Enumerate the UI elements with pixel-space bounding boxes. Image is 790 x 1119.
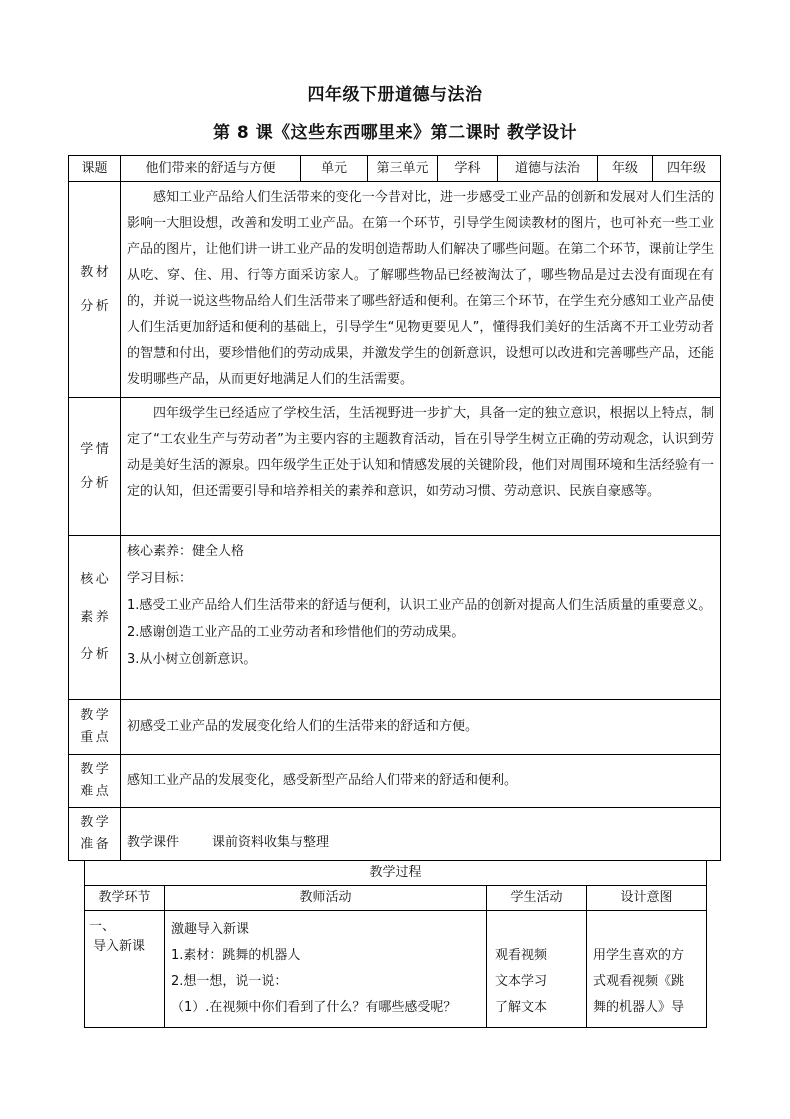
label-char: 教 — [80, 815, 94, 831]
label-char: 备 — [95, 837, 109, 852]
learning-goals-heading: 学习目标： — [127, 571, 193, 586]
teacher-line: 激趣导入新课 — [171, 922, 250, 937]
student-line: 了解文本 — [495, 1000, 548, 1015]
label-char: 核 — [80, 572, 94, 588]
label-char: 分 — [80, 298, 94, 314]
label-char: 学 — [95, 815, 109, 831]
grade-label: 年级 — [598, 156, 653, 182]
design-intent-cell — [587, 911, 707, 1028]
label-char: 心 — [95, 572, 109, 588]
student-line: 文本学习 — [495, 974, 548, 989]
lesson-title: 第 8 课《这些东西哪里来》第二课时 教学设计 — [212, 123, 578, 143]
label-char: 材 — [95, 264, 109, 280]
label-char: 准 — [80, 837, 94, 852]
label-char: 析 — [95, 298, 109, 314]
learner-analysis-label — [69, 398, 121, 536]
learning-goal-1: 1.感受工业产品给人们生活带来的舒适与便利，认识工业产品的创新对提高人们生活质量的重要意义。 — [127, 598, 712, 613]
core-literacy-label — [69, 536, 121, 700]
preparation-cell — [121, 808, 721, 861]
student-activity-cell — [487, 911, 587, 1028]
col-header-intent: 设计意图 — [587, 886, 707, 911]
material-analysis-label — [69, 182, 121, 398]
learner-analysis-cell — [121, 398, 721, 536]
student-line: 观看视频 — [495, 948, 548, 963]
label-char: 重 — [80, 730, 94, 745]
label-char: 分 — [80, 475, 94, 491]
preparation-text: 教学课件 课前资料收集与整理 — [127, 835, 330, 850]
topic-label: 课题 — [69, 156, 121, 182]
unit-label: 单元 — [301, 156, 368, 182]
stage-cell — [85, 911, 165, 1028]
label-char: 教 — [80, 708, 94, 724]
col-header-stage: 教学环节 — [85, 886, 165, 911]
learner-analysis-text: 四年级学生已经适应了学校生活，生活视野进一步扩大，具备一定的独立意识，根据以上特点，制定了“工农业生产与劳动者”为主要内容的主题教育活动，旨在引导学生树立正确的劳动观念，认识到劳动是美好生活的源泉。四年级学生正处于认知和情感发展的关键阶段，他们对周围环境和生活经验有一定的认知，但还需要引导和培养相关的素养和意识，如劳动习惯、劳动意识、民族自豪感等。 — [127, 406, 714, 499]
intent-line: 用学生喜欢的方 — [593, 948, 685, 963]
subject-value: 道德与法治 — [498, 156, 598, 182]
unit-value: 第三单元 — [368, 156, 438, 182]
label-char: 养 — [95, 609, 109, 625]
label-char: 教 — [80, 762, 94, 778]
core-literacy-list — [121, 536, 720, 675]
document-title: 四年级下册道德与法治 — [307, 85, 483, 105]
label-char: 难 — [80, 784, 94, 799]
key-points-label — [69, 700, 121, 755]
lesson-info-table — [68, 155, 721, 861]
label-char: 学 — [95, 708, 109, 724]
teacher-line: （1）.在视频中你们看到了什么？有哪些感受呢？ — [171, 1000, 457, 1015]
label-char: 析 — [95, 647, 109, 663]
stage-name: 导入新课 — [93, 939, 146, 954]
key-points-cell — [121, 700, 721, 755]
teacher-activity-cell — [165, 911, 487, 1028]
label-char: 学 — [80, 441, 94, 457]
preparation-label — [69, 808, 121, 861]
label-char: 点 — [95, 730, 109, 745]
label-char: 情 — [95, 441, 109, 457]
label-char: 分 — [80, 647, 94, 663]
label-char: 析 — [95, 475, 109, 491]
difficulties-text: 感知工业产品的发展变化，感受新型产品给人们带来的舒适和便利。 — [127, 773, 518, 788]
col-header-teacher: 教师活动 — [165, 886, 487, 911]
teacher-line: 1.素材：跳舞的机器人 — [171, 948, 301, 963]
intent-line: 式观看视频《跳 — [593, 974, 685, 989]
topic-value: 他们带来的舒适与方便 — [121, 156, 301, 182]
stage-number: 一、 — [89, 919, 116, 934]
grade-value: 四年级 — [653, 156, 721, 182]
learning-goal-3: 3.从小树立创新意识。 — [127, 652, 257, 667]
core-literacy-line: 核心素养：健全人格 — [127, 544, 245, 559]
difficulties-label — [69, 755, 121, 808]
intent-line: 舞的机器人》导 — [593, 1000, 685, 1015]
label-char: 教 — [80, 264, 94, 280]
learning-goal-2: 2.感谢创造工业产品的工业劳动者和珍惜他们的劳动成果。 — [127, 625, 465, 640]
material-analysis-text: 感知工业产品给人们生活带来的变化一今昔对比，进一步感受工业产品的创新和发展对人们生活的影响一大胆设想，改善和发明工业产品。在第一个环节，引导学生阅读教材的图片，也可补充一些工业产品的图片，让他们讲一讲工业产品的发明创造帮助人们解决了哪些问题。在第二个环节，课前让学生从吃、穿、住、用、行等方面采访家人。了解哪些物品已经被淘汰了，哪些物品是过去没有面现在有的，并说一说这些物品给人们生活带来了哪些舒适和便利。在第三个环节，在学生充分感知工业产品使人们生活更加舒适和便利的基础上，引导学生“见物更要见人”，懂得我们美好的生活离不开工业劳动者的智慧和付出，要珍惜他们的劳动成果，并激发学生的创新意识，设想可以改进和完善哪些产品，还能发明哪些产品，从而更好地满足人们的生活需要。 — [127, 190, 714, 387]
label-char: 素 — [80, 609, 94, 625]
col-header-student: 学生活动 — [487, 886, 587, 911]
material-analysis-cell — [121, 182, 721, 398]
label-char: 点 — [95, 784, 109, 799]
core-literacy-cell — [121, 536, 721, 700]
process-title: 教学过程 — [85, 861, 707, 886]
label-char: 学 — [95, 762, 109, 778]
difficulties-cell — [121, 755, 721, 808]
teacher-line: 2.想一想，说一说： — [171, 974, 288, 989]
teaching-process-table — [84, 860, 707, 1028]
key-points-text: 初感受工业产品的发展变化给人们的生活带来的舒适和方便。 — [127, 719, 479, 734]
subject-label: 学科 — [438, 156, 498, 182]
